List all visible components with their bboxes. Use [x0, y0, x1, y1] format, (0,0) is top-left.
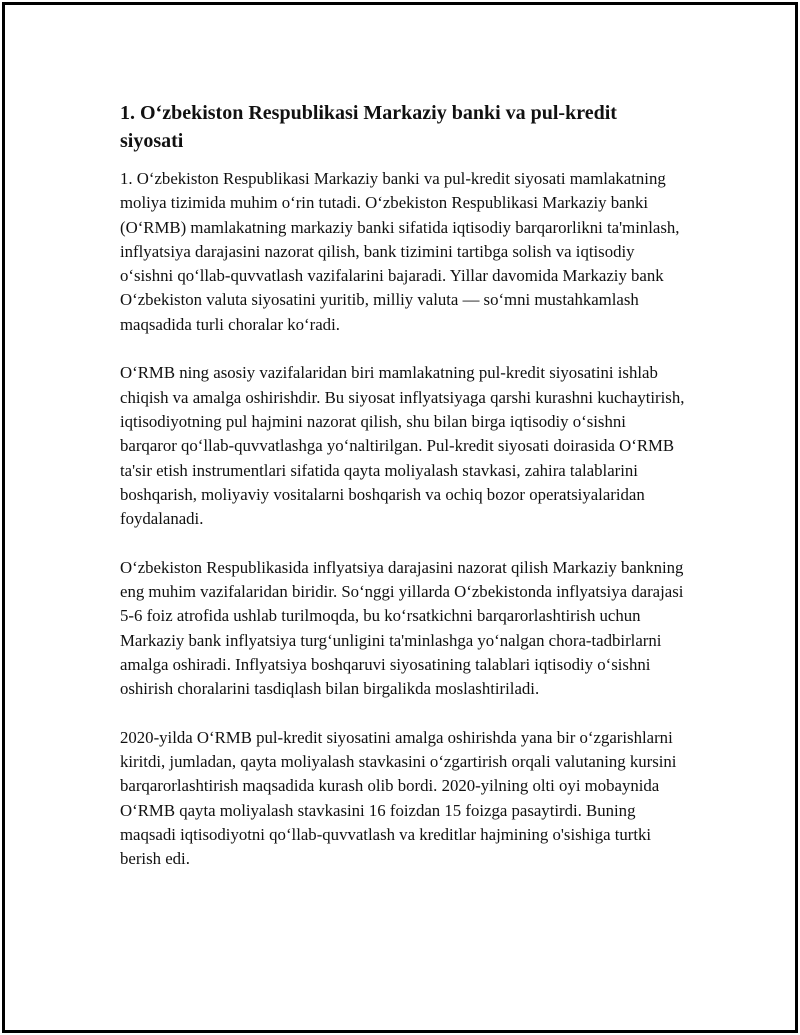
paragraph-3: O‘zbekiston Respublikasida inflyatsiya darajasini nazorat qilish Markaziy bankning eng muhim vazifalaridan biridir. So‘nggi yillarda O‘zbekistonda inflyatsiya darajasi 5-6 foiz atrofida ushlab turilmoqda, bu ko‘rsatkichni barqarorlashtirish uchun Markaziy bank inflyatsiya turg‘unligini ta'minlashga yo‘nalgan chora-tadbirlarni amalga oshiradi. Inflyatsiya boshqaruvi siyosatining talablari iqtisodiy o‘sishni oshirish choralarini tasdiqlash bilan birgalikda moslashtiriladi. [120, 557, 684, 699]
page-frame [2, 2, 798, 1033]
document-title: 1. O‘zbekiston Respublikasi Markaziy banki va pul-kredit siyosati [120, 102, 617, 152]
paragraph-1: 1. O‘zbekiston Respublikasi Markaziy banki va pul-kredit siyosati mamlakatning moliya tizimida muhim o‘rin tutadi. O‘zbekiston Respublikasi Markaziy banki (O‘RMB) mamlakatning markaziy banki sifatida iqtisodiy barqarorlikni ta'minlash, inflyatsiya darajasini nazorat qilish, bank tizimini tartibga solish va iqtisodiy o‘sishni qo‘llab-quvvatlash vazifalarini bajaradi. Yillar davomida Markaziy bank O‘zbekiston valuta siyosatini yuritib, milliy valuta — so‘mni mustahkamlash maqsadida turli choralar ko‘radi. [120, 169, 680, 334]
paragraph-2: O‘RMB ning asosiy vazifalaridan biri mamlakatning pul-kredit siyosatini ishlab chiqish va amalga oshirishdir. Bu siyosat inflyatsiyaga qarshi kurashni kuchaytirish, iqtisodiyotning pul hajmini nazorat qilish, shu bilan birga iqtisodiy o‘sishni barqaror qo‘llab-quvvatlashga yo‘naltirilgan. Pul-kredit siyosati doirasida O‘RMB ta'sir etish instrumentlari sifatida qayta moliyalash stavkasi, zahira talablarini boshqarish, moliyaviy vositalarni boshqarish va ochiq bozor operatsiyalaridan foydalanadi. [120, 363, 685, 529]
document-body [120, 99, 685, 896]
paragraph-4: 2020-yilda O‘RMB pul-kredit siyosatini amalga oshirishda yana bir o‘zgarishlarni kiritdi, jumladan, qayta moliyalash stavkasini o‘zgartirish orqali valutaning kursini barqarorlashtirish maqsadida kurash olib bordi. 2020-yilning olti oyi mobaynida O‘RMB qayta moliyalash stavkasini 16 foizdan 15 foizga pasaytirdi. Buning maqsadi iqtisodiyotni qo‘llab-quvvatlash va kreditlar hajmining o'sishiga turtki berish edi. [120, 727, 677, 869]
